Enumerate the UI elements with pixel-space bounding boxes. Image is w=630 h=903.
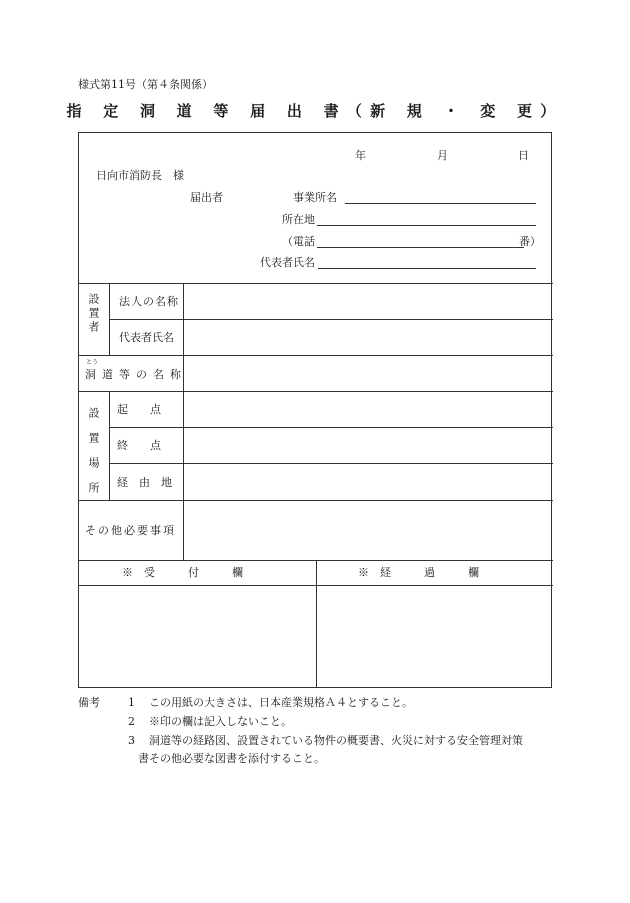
notifier-label: 届出者 (190, 191, 223, 204)
installer-rep-field[interactable] (189, 325, 547, 349)
phone-close-label: 番） (519, 235, 541, 248)
divider (109, 391, 110, 500)
other-items-field[interactable] (189, 509, 547, 553)
form-number-label: 様式第11号（第４条関係） (78, 78, 213, 91)
addressee: 日向市消防長 様 (96, 169, 184, 182)
note-text: この用紙の大きさは、日本産業規格Ａ４とすること。 (149, 696, 413, 709)
divider (109, 283, 110, 355)
phone-underline (317, 247, 524, 248)
note-text-continued: 書その他必要な図書を添付すること。 (138, 752, 325, 765)
form-frame (78, 132, 552, 688)
office-name-field[interactable] (347, 188, 535, 203)
divider (79, 391, 553, 392)
note-number: 3 (128, 734, 135, 747)
divider (183, 283, 184, 560)
phone-field[interactable] (319, 232, 521, 247)
divider (79, 355, 553, 356)
divider (109, 319, 553, 320)
date-month-field[interactable] (369, 147, 431, 163)
divider (109, 427, 553, 428)
date-month-label: 月 (437, 149, 448, 162)
tunnel-name-label: 洞道等の名称 (85, 368, 187, 381)
divider (79, 283, 553, 284)
divider (109, 463, 553, 464)
progress-area (319, 589, 551, 685)
installer-group-label: 設置者 (87, 293, 100, 335)
divider (79, 500, 553, 501)
address-field[interactable] (319, 210, 535, 225)
start-point-field[interactable] (189, 397, 547, 421)
progress-header: ※ 経 過 欄 (358, 566, 479, 579)
location-group-label: 設置場所 (87, 407, 100, 507)
installer-rep-label: 代表者氏名 (119, 331, 174, 344)
representative-label: 代表者氏名 (260, 256, 315, 269)
end-point-field[interactable] (189, 433, 547, 457)
end-point-label: 終 点 (117, 439, 161, 452)
address-underline (317, 225, 536, 226)
note-text: 洞道等の経路図、設置されている物件の概要書、火災に対する安全管理対策 (149, 734, 523, 747)
date-day-field[interactable] (451, 147, 513, 163)
form-title: 指 定 洞 道 等 届 出 書（新 規 ・ 変 更） (66, 102, 564, 120)
representative-field[interactable] (320, 253, 534, 268)
representative-underline (318, 268, 536, 269)
note-number: 2 (128, 715, 135, 728)
notes-heading: 備考 (78, 696, 100, 709)
address-label: 所在地 (282, 213, 315, 226)
note-number: 1 (128, 696, 135, 709)
office-name-underline (345, 203, 536, 204)
note-text: ※印の欄は記入しないこと。 (149, 715, 292, 728)
tunnel-name-field[interactable] (189, 361, 547, 385)
reception-header: ※ 受 付 欄 (122, 566, 243, 579)
via-point-label: 経 由 地 (117, 476, 172, 489)
date-day-label: 日 (518, 149, 529, 162)
date-year-label: 年 (355, 149, 366, 162)
corp-name-label: 法人の名称 (119, 295, 179, 308)
other-items-label: その他必要事項 (85, 524, 176, 537)
via-point-field[interactable] (189, 469, 547, 493)
corp-name-field[interactable] (189, 289, 547, 313)
office-name-label: 事業所名 (293, 191, 337, 204)
reception-area (81, 589, 313, 685)
start-point-label: 起 点 (117, 403, 161, 416)
phone-open-label: （電話 (282, 235, 315, 248)
tunnel-name-ruby: とう (86, 359, 99, 366)
divider (316, 560, 317, 688)
date-year-field[interactable] (279, 147, 349, 163)
